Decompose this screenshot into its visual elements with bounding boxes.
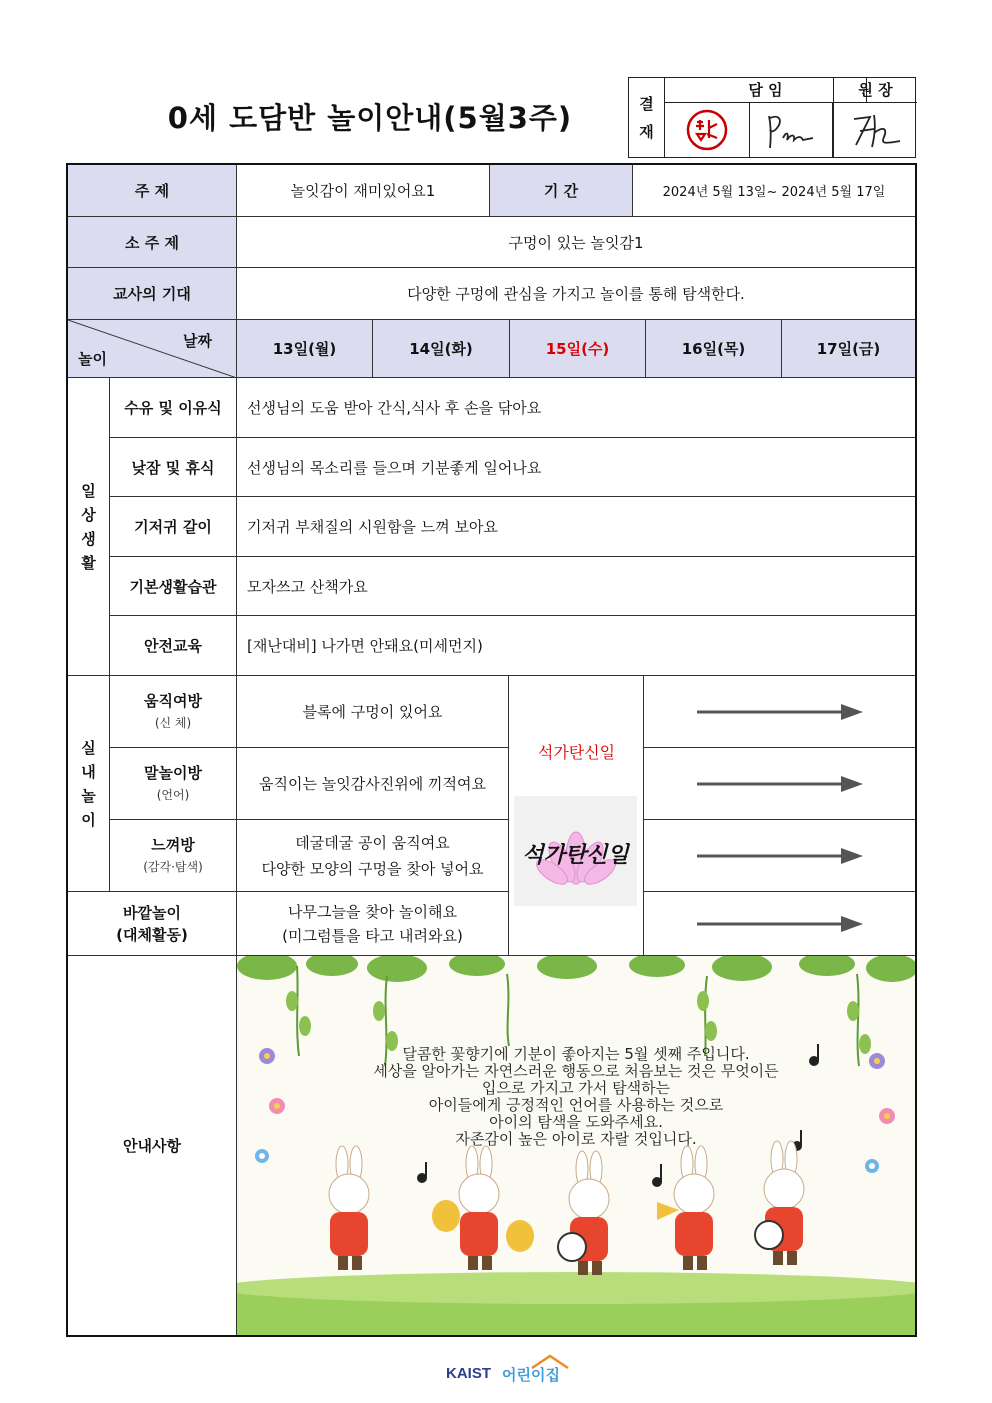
indoor-play-section-label <box>68 676 110 892</box>
logo-kaist-text: KAIST <box>446 1365 491 1382</box>
expectation-value: 다양한 구멍에 관심을 가지고 놀이를 통해 탐색한다. <box>237 268 915 320</box>
notice-content <box>237 956 915 1335</box>
arrow-right-icon <box>697 846 863 866</box>
subtopic-value: 구멍이 있는 놀잇감1 <box>237 217 915 268</box>
daily-life-label: 안전교육 <box>110 616 237 676</box>
outdoor-label <box>68 892 237 956</box>
notice-line: 자존감이 높은 아이로 자랄 것입니다. <box>455 1130 697 1148</box>
indoor-play-name: 움직여방 <box>144 691 202 710</box>
section-char: 생 <box>81 529 96 548</box>
indoor-play-content: 블록에 구멍이 있어요 <box>237 676 509 748</box>
subject-value: 놀잇감이 재미있어요1 <box>237 165 490 217</box>
day-header: 16일(목) <box>646 320 782 378</box>
signature-icon <box>761 108 821 152</box>
day-header: 14일(화) <box>373 320 510 378</box>
section-char: 실 <box>81 738 96 757</box>
indoor-play-content <box>237 820 509 892</box>
play-label: 놀이 <box>78 350 107 368</box>
date-play-corner <box>68 320 237 378</box>
logo-daycare-text: 어린이집 <box>502 1366 560 1384</box>
arrow-right-icon <box>697 914 863 934</box>
teacher-stamp-column <box>665 78 783 157</box>
signature-icon <box>844 107 908 153</box>
teacher-stamp <box>665 103 749 157</box>
outdoor-line: (미그럼틀을 타고 내려와요) <box>282 926 463 945</box>
notice-line: 아이의 탐색을 도와주세요. <box>489 1113 663 1131</box>
indoor-play-content: 움직이는 놀잇감사진위에 끼적여요 <box>237 748 509 820</box>
approval-head-char: 재 <box>639 122 654 141</box>
outdoor-label-line: 바깥놀이 <box>123 903 181 922</box>
daily-life-content: 모자쓰고 산책가요 <box>237 557 915 616</box>
section-char: 일 <box>81 481 96 500</box>
continue-arrow-cell <box>644 892 915 956</box>
approval-head <box>629 78 665 157</box>
subtopic-label: 소 주 제 <box>68 217 237 268</box>
daily-life-section-label <box>68 378 110 676</box>
daily-life-label: 기본생활습관 <box>110 557 237 616</box>
daily-life-label: 낮잠 및 휴식 <box>110 438 237 497</box>
teacher-signature-column <box>749 103 833 157</box>
day-header-holiday: 15일(수) <box>510 320 646 378</box>
indoor-play-label <box>110 676 237 748</box>
notice-label: 안내사항 <box>68 956 237 1335</box>
daily-life-label: 수유 및 이유식 <box>110 378 237 438</box>
director-column <box>833 78 917 157</box>
indoor-play-name: 느껴방 <box>151 835 195 854</box>
indoor-play-label <box>110 820 237 892</box>
holiday-label: 석가탄신일 <box>537 743 616 762</box>
indoor-play-sub: (감각·탐색) <box>143 859 203 874</box>
notice-line: 아이들에게 긍정적인 언어를 사용하는 것으로 <box>428 1096 724 1114</box>
continue-arrow-cell <box>644 676 915 748</box>
section-char: 놀 <box>81 786 96 805</box>
outdoor-label-line: (대체활동) <box>116 925 188 944</box>
daily-life-content: 기저귀 부채질의 시원함을 느껴 보아요 <box>237 497 915 557</box>
continue-arrow-cell <box>644 748 915 820</box>
director-label: 원 장 <box>834 78 917 103</box>
notice-text <box>237 1046 915 1148</box>
day-header: 17일(금) <box>782 320 915 378</box>
seal-stamp-icon <box>685 108 729 152</box>
subject-label: 주 제 <box>68 165 237 217</box>
section-char: 내 <box>81 762 96 781</box>
director-signature <box>834 103 917 157</box>
indoor-play-sub: (언어) <box>156 787 190 802</box>
period-value: 2024년 5월 13일~ 2024년 5월 17일 <box>633 165 915 217</box>
continue-arrow-cell <box>644 820 915 892</box>
indoor-play-line: 데굴데굴 공이 움직여요 <box>295 833 450 852</box>
teacher-signature <box>750 103 832 157</box>
holiday-cell <box>509 676 644 956</box>
arrow-right-icon <box>697 774 863 794</box>
daily-life-content: 선생님의 도움 받아 간식,식사 후 손을 닦아요 <box>237 378 915 438</box>
daily-life-label: 기저귀 갈이 <box>110 497 237 557</box>
holiday-image-text: 석가탄신일 <box>522 842 629 868</box>
notice-line: 세상을 알아가는 자연스러운 행동으로 처음보는 것은 무엇이든 <box>373 1062 779 1080</box>
day-header: 13일(월) <box>237 320 373 378</box>
section-char: 상 <box>81 505 96 524</box>
daily-life-content: [재난대비] 나가면 안돼요(미세먼지) <box>237 616 915 676</box>
indoor-play-sub: (신 체) <box>154 715 192 730</box>
indoor-play-line: 다양한 모양의 구멍을 찾아 넣어요 <box>261 859 484 878</box>
indoor-play-label <box>110 748 237 820</box>
date-label: 날짜 <box>183 332 212 350</box>
holiday-image <box>514 796 637 906</box>
teacher-label: 담 임 <box>665 78 867 103</box>
approval-box <box>628 77 916 158</box>
page-title: 0세 도담반 놀이안내(5월3주) <box>167 101 573 135</box>
notice-line: 입으로 가지고 가서 탐색하는 <box>481 1079 671 1097</box>
arrow-right-icon <box>697 702 863 722</box>
outdoor-content <box>237 892 509 956</box>
notice-line: 달콤한 꽃향기에 기분이 좋아지는 5월 셋째 주입니다. <box>402 1045 750 1063</box>
section-char: 활 <box>81 553 96 572</box>
period-label: 기 간 <box>490 165 633 217</box>
kaist-daycare-logo <box>446 1354 576 1388</box>
daily-life-content: 선생님의 목소리를 들으며 기분좋게 일어나요 <box>237 438 915 497</box>
expectation-label: 교사의 기대 <box>68 268 237 320</box>
weekly-plan-table <box>66 163 917 1337</box>
outdoor-line: 나무그늘을 찾아 놀이해요 <box>288 902 457 921</box>
approval-head-char: 결 <box>639 94 654 113</box>
section-char: 이 <box>81 810 96 829</box>
indoor-play-name: 말놀이방 <box>144 763 202 782</box>
